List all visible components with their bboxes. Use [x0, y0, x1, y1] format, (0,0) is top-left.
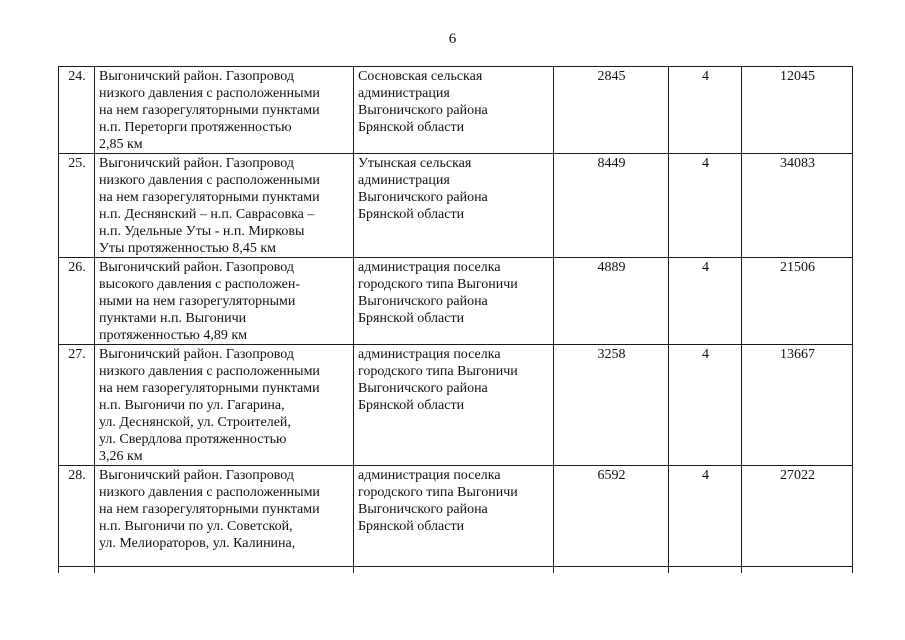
sum-value: 12045: [742, 67, 853, 154]
count-value: 4: [669, 466, 742, 573]
length-value: 2845: [554, 67, 669, 154]
owner-organization: администрация поселка городского типа Выгоничи Выгоничского района Брянской области: [354, 466, 554, 573]
length-value: 4889: [554, 258, 669, 345]
count-value: 4: [669, 154, 742, 258]
length-value: 3258: [554, 345, 669, 466]
object-description: Выгоничский район. Газопровод низкого давления с расположенными на нем газорегуляторными пунктами н.п. Выгоничи по ул. Советской, ул. Мелиораторов, ул. Калинина,: [95, 466, 354, 573]
length-value: 6592: [554, 466, 669, 573]
count-value: 4: [669, 345, 742, 466]
sum-value: 21506: [742, 258, 853, 345]
sum-value: 34083: [742, 154, 853, 258]
table-row: [59, 67, 853, 154]
count-value: 4: [669, 67, 742, 154]
owner-organization: администрация поселка городского типа Выгоничи Выгоничского района Брянской области: [354, 258, 554, 345]
gas-pipeline-table: [58, 66, 853, 573]
row-number: 25.: [59, 154, 95, 258]
table-row: [59, 258, 853, 345]
table-row: [59, 345, 853, 466]
object-description: Выгоничский район. Газопровод низкого давления с расположенными на нем газорегуляторными пунктами н.п. Переторги протяженностью 2,85 км: [95, 67, 354, 154]
table-row: [59, 466, 853, 573]
owner-organization: Утынская сельская администрация Выгоничского района Брянской области: [354, 154, 554, 258]
object-description: Выгоничский район. Газопровод низкого давления с расположенными на нем газорегуляторными пунктами н.п. Выгоничи по ул. Гагарина, ул. Деснянской, ул. Строителей, ул. Свердлова протяженностью 3,26 км: [95, 345, 354, 466]
row-number: 24.: [59, 67, 95, 154]
count-value: 4: [669, 258, 742, 345]
owner-organization: Сосновская сельская администрация Выгоничского района Брянской области: [354, 67, 554, 154]
sum-value: 27022: [742, 466, 853, 573]
length-value: 8449: [554, 154, 669, 258]
sum-value: 13667: [742, 345, 853, 466]
row-number: 28.: [59, 466, 95, 573]
object-description: Выгоничский район. Газопровод высокого давления с расположен- ными на нем газорегуляторными пунктами н.п. Выгоничи протяженностью 4,89 км: [95, 258, 354, 345]
page-number: 6: [448, 31, 457, 47]
object-description: Выгоничский район. Газопровод низкого давления с расположенными на нем газорегуляторными пунктами н.п. Деснянский – н.п. Саврасовка – н.п. Удельные Уты - н.п. Мирковы Уты протяженностью 8,45 км: [95, 154, 354, 258]
table-bottom-rule: [58, 566, 852, 567]
row-number: 27.: [59, 345, 95, 466]
owner-organization: администрация поселка городского типа Выгоничи Выгоничского района Брянской области: [354, 345, 554, 466]
table-row: [59, 154, 853, 258]
row-number: 26.: [59, 258, 95, 345]
